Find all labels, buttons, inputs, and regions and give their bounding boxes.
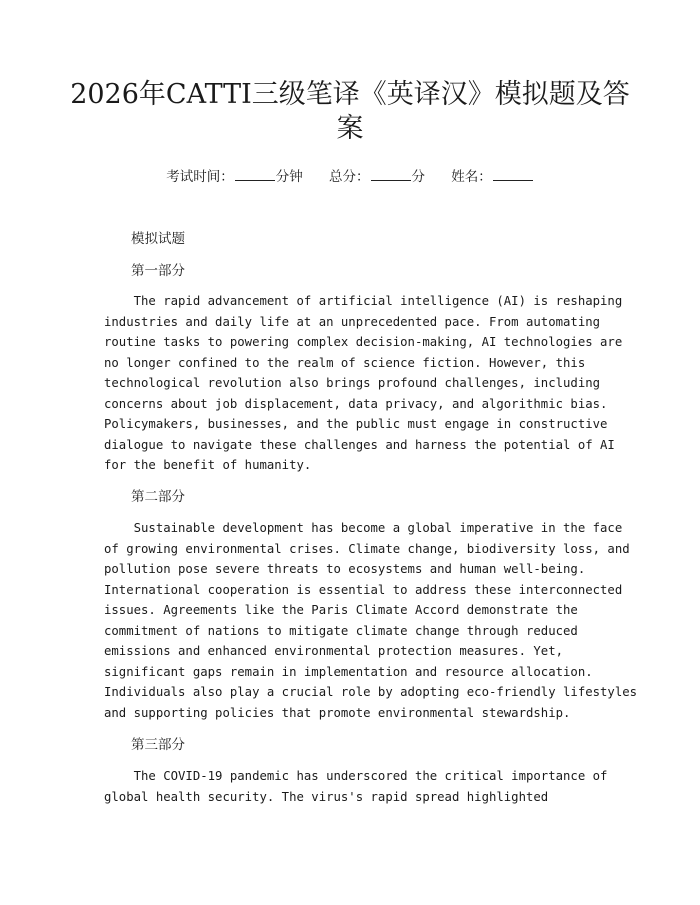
part-one-heading: 第一部分 (131, 263, 185, 279)
passage-line: Sustainable development has become a global imperative in the face (104, 521, 623, 535)
document-title: 2026年CATTI三级笔译《英译汉》模拟题及答案 (70, 79, 630, 144)
passage-line: of growing environmental crises. Climate change, biodiversity loss, and (104, 541, 630, 556)
section-heading: 模拟试题 (131, 231, 185, 247)
part-two-heading: 第二部分 (131, 489, 185, 505)
passage-line: industries and daily life at an unprecedented pace. From automating (104, 314, 601, 329)
name-field (451, 167, 534, 187)
passage-line: concerns about job displacement, data privacy, and algorithmic bias. (104, 396, 608, 411)
part-two-passage (104, 518, 638, 723)
passage-line: emissions and enhanced environmental protection measures. Yet, (104, 644, 564, 658)
passage-line: significant gaps remain in implementation and resource allocation. (104, 664, 593, 679)
total-score-label: 总分： (329, 169, 370, 185)
passage-line: global health security. The virus's rapid spread highlighted (104, 789, 549, 804)
passage-line: pollution pose severe threats to ecosystems and human well-being. (104, 562, 586, 576)
name-label: 姓名： (451, 169, 492, 185)
passage-line: The rapid advancement of artificial intelligence (AI) is reshaping (104, 294, 623, 308)
total-score-field (329, 167, 425, 187)
exam-info-line (0, 167, 700, 187)
part-three-passage (104, 766, 608, 807)
name-blank[interactable] (493, 167, 533, 181)
total-score-blank[interactable] (371, 167, 411, 181)
passage-line: Individuals also play a crucial role by adopting eco-friendly lifestyles (104, 685, 638, 699)
passage-line: technological revolution also brings profound challenges, including (104, 376, 601, 390)
passage-line: no longer confined to the realm of science fiction. However, this (104, 355, 586, 370)
exam-time-unit: 分钟 (275, 169, 303, 185)
passage-line: Policymakers, businesses, and the public must engage in constructive (104, 417, 608, 431)
exam-time-label: 考试时间： (166, 169, 234, 185)
passage-line: and supporting policies that promote environmental stewardship. (104, 705, 571, 720)
exam-time-field (166, 167, 303, 187)
total-score-unit: 分 (411, 169, 425, 185)
passage-line: commitment of nations to mitigate climate change through reduced (104, 623, 578, 638)
part-one-passage (104, 291, 623, 476)
passage-line: issues. Agreements like the Paris Climate Accord demonstrate the (104, 603, 578, 617)
passage-line: International cooperation is essential to address these interconnected (104, 582, 623, 597)
passage-line: The COVID-19 pandemic has underscored the critical importance of (104, 769, 608, 783)
passage-line: routine tasks to powering complex decision-making, AI technologies are (104, 335, 623, 349)
passage-line: for the benefit of humanity. (104, 458, 312, 472)
part-three-heading: 第三部分 (131, 737, 185, 753)
passage-line: dialogue to navigate these challenges and harness the potential of AI (104, 437, 615, 452)
exam-time-blank[interactable] (235, 167, 275, 181)
